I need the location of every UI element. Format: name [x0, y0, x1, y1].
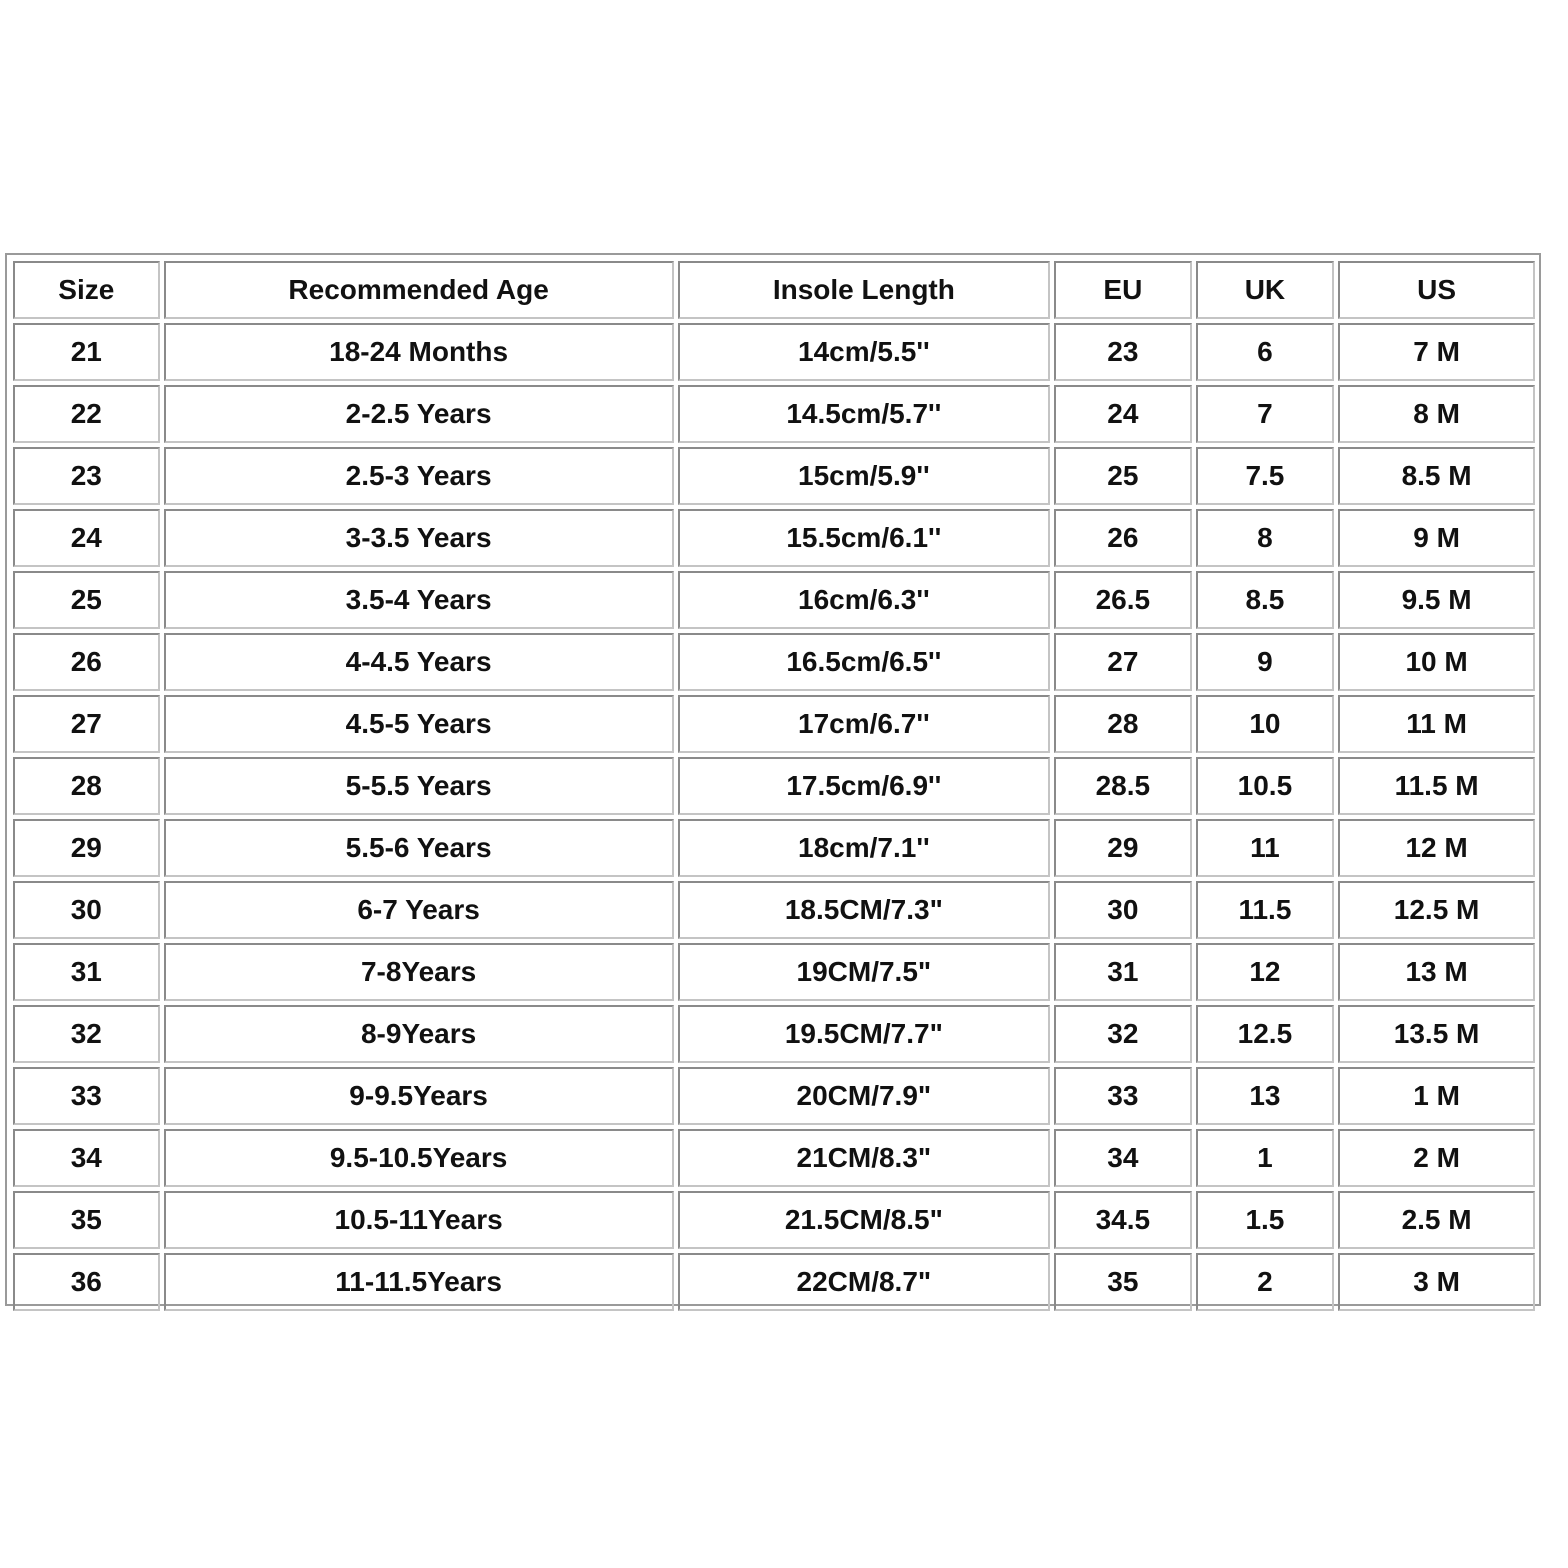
cell-eu: 29	[1054, 819, 1192, 877]
cell-eu: 28.5	[1054, 757, 1192, 815]
cell-recommended-age: 10.5-11Years	[164, 1191, 674, 1249]
table-row	[13, 385, 1535, 443]
cell-us: 12.5 M	[1338, 881, 1535, 939]
column-header-insole-length: Insole Length	[678, 261, 1050, 319]
table-row	[13, 1005, 1535, 1063]
cell-uk: 10	[1196, 695, 1335, 753]
size-chart	[5, 253, 1541, 1306]
cell-us: 13 M	[1338, 943, 1535, 1001]
cell-us: 9 M	[1338, 509, 1535, 567]
cell-size: 31	[13, 943, 160, 1001]
cell-eu: 35	[1054, 1253, 1192, 1311]
cell-us: 10 M	[1338, 633, 1535, 691]
size-table	[9, 257, 1539, 1315]
table-row	[13, 1067, 1535, 1125]
cell-size: 33	[13, 1067, 160, 1125]
cell-eu: 28	[1054, 695, 1192, 753]
table-row	[13, 881, 1535, 939]
table-row	[13, 509, 1535, 567]
cell-insole-length: 18cm/7.1''	[678, 819, 1050, 877]
cell-uk: 2	[1196, 1253, 1335, 1311]
cell-uk: 6	[1196, 323, 1335, 381]
cell-size: 36	[13, 1253, 160, 1311]
cell-uk: 11	[1196, 819, 1335, 877]
cell-insole-length: 15cm/5.9''	[678, 447, 1050, 505]
table-row	[13, 695, 1535, 753]
cell-us: 7 M	[1338, 323, 1535, 381]
cell-uk: 12.5	[1196, 1005, 1335, 1063]
cell-size: 21	[13, 323, 160, 381]
cell-us: 11 M	[1338, 695, 1535, 753]
cell-us: 9.5 M	[1338, 571, 1535, 629]
cell-recommended-age: 7-8Years	[164, 943, 674, 1001]
cell-us: 8.5 M	[1338, 447, 1535, 505]
cell-insole-length: 21.5CM/8.5"	[678, 1191, 1050, 1249]
cell-insole-length: 16.5cm/6.5''	[678, 633, 1050, 691]
cell-insole-length: 19.5CM/7.7"	[678, 1005, 1050, 1063]
cell-eu: 23	[1054, 323, 1192, 381]
cell-recommended-age: 8-9Years	[164, 1005, 674, 1063]
cell-uk: 7.5	[1196, 447, 1335, 505]
cell-insole-length: 18.5CM/7.3"	[678, 881, 1050, 939]
cell-size: 24	[13, 509, 160, 567]
table-row	[13, 1191, 1535, 1249]
column-header-eu: EU	[1054, 261, 1192, 319]
table-row	[13, 819, 1535, 877]
cell-insole-length: 17cm/6.7''	[678, 695, 1050, 753]
cell-eu: 25	[1054, 447, 1192, 505]
column-header-size: Size	[13, 261, 160, 319]
table-row	[13, 1253, 1535, 1311]
cell-uk: 9	[1196, 633, 1335, 691]
cell-recommended-age: 4-4.5 Years	[164, 633, 674, 691]
cell-us: 3 M	[1338, 1253, 1535, 1311]
cell-recommended-age: 2-2.5 Years	[164, 385, 674, 443]
cell-insole-length: 22CM/8.7"	[678, 1253, 1050, 1311]
cell-size: 27	[13, 695, 160, 753]
cell-uk: 12	[1196, 943, 1335, 1001]
cell-eu: 34.5	[1054, 1191, 1192, 1249]
cell-size: 23	[13, 447, 160, 505]
cell-recommended-age: 18-24 Months	[164, 323, 674, 381]
cell-size: 30	[13, 881, 160, 939]
cell-size: 34	[13, 1129, 160, 1187]
column-header-us: US	[1338, 261, 1535, 319]
table-body	[13, 323, 1535, 1311]
cell-eu: 32	[1054, 1005, 1192, 1063]
table-header	[13, 261, 1535, 319]
table-row	[13, 571, 1535, 629]
cell-uk: 1	[1196, 1129, 1335, 1187]
cell-uk: 13	[1196, 1067, 1335, 1125]
cell-uk: 10.5	[1196, 757, 1335, 815]
cell-insole-length: 19CM/7.5"	[678, 943, 1050, 1001]
column-header-recommended-age: Recommended Age	[164, 261, 674, 319]
cell-us: 12 M	[1338, 819, 1535, 877]
cell-recommended-age: 11-11.5Years	[164, 1253, 674, 1311]
cell-insole-length: 17.5cm/6.9''	[678, 757, 1050, 815]
cell-eu: 30	[1054, 881, 1192, 939]
cell-recommended-age: 6-7 Years	[164, 881, 674, 939]
cell-size: 22	[13, 385, 160, 443]
table-row	[13, 757, 1535, 815]
cell-insole-length: 14.5cm/5.7''	[678, 385, 1050, 443]
cell-uk: 11.5	[1196, 881, 1335, 939]
cell-eu: 31	[1054, 943, 1192, 1001]
cell-eu: 24	[1054, 385, 1192, 443]
cell-recommended-age: 2.5-3 Years	[164, 447, 674, 505]
cell-size: 25	[13, 571, 160, 629]
cell-recommended-age: 9.5-10.5Years	[164, 1129, 674, 1187]
cell-us: 13.5 M	[1338, 1005, 1535, 1063]
cell-eu: 26	[1054, 509, 1192, 567]
cell-us: 2 M	[1338, 1129, 1535, 1187]
cell-recommended-age: 9-9.5Years	[164, 1067, 674, 1125]
cell-us: 2.5 M	[1338, 1191, 1535, 1249]
cell-eu: 27	[1054, 633, 1192, 691]
cell-size: 35	[13, 1191, 160, 1249]
cell-eu: 34	[1054, 1129, 1192, 1187]
cell-us: 8 M	[1338, 385, 1535, 443]
table-row	[13, 1129, 1535, 1187]
cell-us: 1 M	[1338, 1067, 1535, 1125]
cell-recommended-age: 5.5-6 Years	[164, 819, 674, 877]
table-row	[13, 323, 1535, 381]
column-header-uk: UK	[1196, 261, 1335, 319]
cell-recommended-age: 5-5.5 Years	[164, 757, 674, 815]
cell-insole-length: 20CM/7.9"	[678, 1067, 1050, 1125]
cell-uk: 1.5	[1196, 1191, 1335, 1249]
cell-size: 32	[13, 1005, 160, 1063]
cell-insole-length: 15.5cm/6.1''	[678, 509, 1050, 567]
table-row	[13, 943, 1535, 1001]
cell-insole-length: 16cm/6.3''	[678, 571, 1050, 629]
cell-eu: 26.5	[1054, 571, 1192, 629]
cell-eu: 33	[1054, 1067, 1192, 1125]
cell-size: 26	[13, 633, 160, 691]
cell-insole-length: 14cm/5.5''	[678, 323, 1050, 381]
cell-insole-length: 21CM/8.3"	[678, 1129, 1050, 1187]
table-row	[13, 447, 1535, 505]
table-row	[13, 633, 1535, 691]
cell-uk: 8.5	[1196, 571, 1335, 629]
cell-uk: 8	[1196, 509, 1335, 567]
cell-size: 28	[13, 757, 160, 815]
cell-uk: 7	[1196, 385, 1335, 443]
cell-recommended-age: 4.5-5 Years	[164, 695, 674, 753]
cell-size: 29	[13, 819, 160, 877]
header-row	[13, 261, 1535, 319]
cell-us: 11.5 M	[1338, 757, 1535, 815]
cell-recommended-age: 3-3.5 Years	[164, 509, 674, 567]
cell-recommended-age: 3.5-4 Years	[164, 571, 674, 629]
